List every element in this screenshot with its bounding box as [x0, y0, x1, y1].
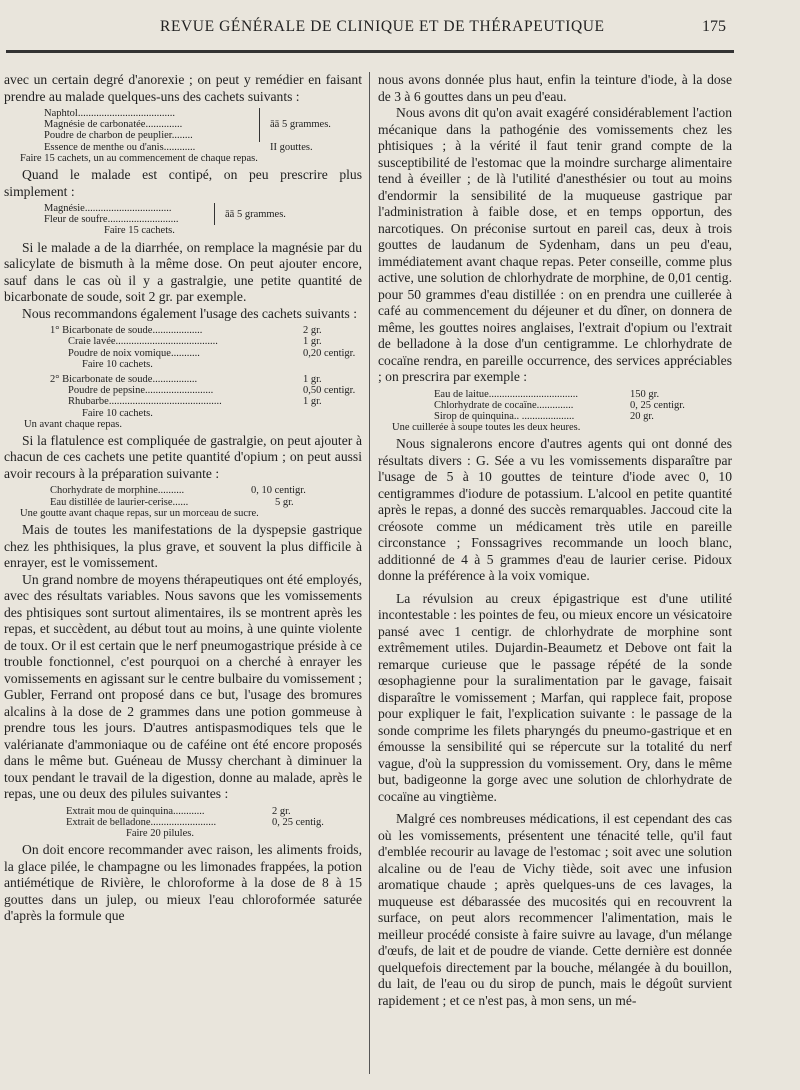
- prescription-item: Chorhydrate de morphine..........: [50, 485, 185, 497]
- paragraph: Nous signalerons encore d'autres agents qui ont donné des résultats divers : G. Sée a vu les vomissements disparaître par l'usage de 5 à 10 gouttes de teinture d'iode avec 0, 10 centigrammes d'iodure de potassium. L'alcool en petite quantité après le repas, a donné des succès remarquables. Jaccoud cite la créosote comme un médicament très utile en pareille circonstance ; Fonssagrives recommande un looch blanc, additionné de 4 à 5 grammes d'eau de laurier cerise. Pidoux donne la préférence à la voix vomique.: [378, 436, 732, 584]
- prescription: [44, 203, 362, 237]
- prescription-note: Un avant chaque repas.: [24, 418, 122, 430]
- prescription-note: Faire 10 cachets.: [82, 407, 153, 419]
- right-column: [378, 72, 732, 1009]
- prescription: [24, 325, 362, 430]
- prescription-note: Faire 20 pilules.: [126, 827, 194, 839]
- prescription-item: Fleur de soufre...........................: [44, 214, 179, 226]
- prescription-dose: 1 gr.: [303, 396, 322, 408]
- paragraph: On doit encore recommander avec raison, les aliments froids, la glace pilée, le champagne ou les limonades frappées, la potion antiémétique de Rivière, le chloroforme à la dose de 8 à 15 gouttes dans un julep, ou mieux l'eau chloroformée saturée d'après la formule que: [4, 842, 362, 924]
- prescription-note: Une goutte avant chaque repas, sur un morceau de sucre.: [20, 507, 259, 519]
- prescription-note: Faire 10 cachets.: [82, 358, 153, 370]
- prescription: [50, 485, 362, 507]
- prescription-item: Eau distillée de laurier-cerise......: [50, 496, 189, 508]
- prescription: [66, 806, 362, 840]
- paragraph: Mais de toutes les manifestations de la dyspepsie gastrique chez les phthisiques, la plus grave, et souvent la plus difficile à enrayer, est le vomissement.: [4, 522, 362, 571]
- prescription-item: Poudre de pepsine..........................: [68, 385, 214, 397]
- prescription-dose: 2 gr.: [303, 325, 322, 337]
- paragraph: Nous avons dit qu'on avait exagéré considérablement l'action mécanique dans la pathogénie des vomissements chez les phtisiques ; à la vérité il faut tenir grand compte de la susceptibilité de l'estomac que la moindre surcharge alimentaire tend à éveiller ; de là l'utilité d'anesthésier ou tout au moins d'endormir la sensibilité de la muqueuse gastrique par l'administration à faible dose, et en temps opportun, des narcotiques. On préconise surtout en pareil cas, deux à trois gouttes de laudanum de Sydenham, dans un peu d'eau, immédiatement avant chaque repas. Peter conseille, comme plus active, une solution de chlorhydrate de morphine, de 0,01 centig. pour 50 grammes d'eau distillée : on en prendra une cuillerée à café au commencement du déjeuner et du dîner, on donnera de même, les gouttes noires anglaises, l'extrait d'opium ou l'extrait de belladone à la dose d'un centigramme. Le chlorhydrate de cocaïne rendra, en pareille occurrence, des services appréciables ; on prescrira par exemple :: [378, 105, 732, 384]
- brace: [215, 203, 226, 225]
- paragraph: Quand le malade est contipé, on peu prescrire plus simplement :: [4, 167, 362, 199]
- prescription-item: 1° Bicarbonate de soude...................: [50, 325, 203, 337]
- prescription-dose: 1 gr.: [303, 336, 322, 348]
- prescription-dose: 150 gr.: [630, 388, 660, 400]
- paragraph: Un grand nombre de moyens thérapeutiques ont été employés, avec des résultats variables. Nous savons que les vomissements des phtisiques sont surtout alimentaires, ils se montrent après les repas, et succèdent, au début tout au moins, à une quinte violente de toux. Or il est certain que le nerf pneumogastrique préside à ce trouble fonctionnel, c'est pourquoi on a cherché à enrayer les vomissements en agissant sur le centre bulbaire du vomissement ; Gubler, Ferrand ont proposé dans ce but, l'usage des bromures alcalins à la dose de 2 grammes dans une potion gommeuse à prendre tous les jours. D'autres antispasmodiques tels que le valérianate d'ammoniaque ou de caféine ont été encore proposés dans le même but. Guéneau de Mussy cherchant à diminuer la toux pendant le travail de la digestion, donne au malade, après le repas, une ou deux des pilules suivantes :: [4, 571, 362, 802]
- prescription-item: 2° Bicarbonate de soude.................: [50, 373, 198, 385]
- prescription: [44, 108, 362, 153]
- prescription-item: Craie lavée.......................................: [68, 336, 218, 348]
- prescription-dose: 0,20 centigr.: [303, 347, 356, 359]
- prescription-note: Faire 15 cachets.: [104, 225, 175, 237]
- prescription-item: Chlorhydrate de cocaïne..............: [434, 399, 574, 411]
- prescription-dose: 2 gr.: [272, 805, 291, 817]
- brace: [260, 108, 271, 142]
- prescription-item: Naphtol.....................................: [44, 108, 175, 119]
- journal-title: REVUE GÉNÉRALE DE CLINIQUE ET DE THÉRAPEUTIQUE: [160, 18, 605, 35]
- prescription-dose: 0,50 centigr.: [303, 385, 356, 397]
- prescription-item: Essence de menthe ou d'anis............: [44, 141, 196, 153]
- prescription-item: Magnésie.................................: [44, 203, 172, 215]
- prescription-item: Sirop de quinquina.. ....................: [434, 410, 575, 422]
- prescription-dose: 1 gr.: [303, 373, 322, 385]
- prescription-dose: 5 gr.: [275, 496, 294, 508]
- prescription-item: Rhubarbe...........................................: [68, 396, 222, 408]
- prescription-dose: 20 gr.: [630, 410, 654, 422]
- prescription-dose: 0, 10 centigr.: [251, 485, 306, 497]
- prescription-note: Faire 15 cachets, un au commencement de chaque repas.: [20, 152, 258, 164]
- prescription-dose: II gouttes.: [270, 141, 313, 153]
- page-number: 175: [702, 18, 726, 35]
- header-rule: [6, 50, 734, 53]
- paragraph: Si le malade a de la diarrhée, on remplace la magnésie par du salicylate de bismuth à la même dose. On peut ajouter encore, sauf dans le cas où il y a gastralgie, une petite quantité de bicarbonate de soude, soit 2 gr. par exemple.: [4, 239, 362, 305]
- prescription-dose: 0, 25 centigr.: [630, 399, 685, 411]
- left-column: [4, 72, 362, 925]
- prescription-item: Extrait de belladone.........................: [66, 816, 217, 828]
- paragraph: La révulsion au creux épigastrique est d'une utilité incontestable : les pointes de feu, ou mieux encore un vésicatoire pansé avec 1 centigr. de chlorhydrate de morphine sont extrêmement utiles. Dujardin-Beaumetz et Debove ont fait la remarque curieuse que le passage répété de la sonde œsophagienne pour la suralimentation par le gavage, faisait disparaître le vomissement ; Marfan, qui rapplece fait, propose pour expliquer le fait, l'explication suivante : le passage de la sonde comprime les filets pharyngés du pneumo-gastrique et en émousse la sensibilité qui se répercute sur la totalité du nerf vague, d'où la suppression du vomissement. Ory, dans le même but, badigeonne la gorge avec une solution de chlorhydrate de cocaïne au vingtième.: [378, 590, 732, 804]
- running-head: [0, 18, 800, 42]
- prescription-dose: āā 5 grammes.: [270, 119, 331, 131]
- paragraph: Malgré ces nombreuses médications, il est cependant des cas où les vomissements, présentent une ténacité telle, qu'il faut d'emblée recourir au lavage de l'estomac ; soit avec une solution alcaline ou de l'eau de Vichy tiède, soit avec une infusion aromatique chaude ; après quelques-uns de ces lavages, la muqueuse est débarassée des mucosités qui en recouvrent la surface, on peut alors recommencer l'alimentation, mais le meilleur procédé consiste à faire suivre au lavage, d'un mélange d'œufs, de lait et de poudre de viande. Cette dernière est donnée quelquefois directement par la bouche, mélangée à du bouillon, du lait, de l'eau ou du sirop de punch, mais le dégoût survient rapidement ; et ce n'est pas, à mon sens, un mé-: [378, 811, 732, 1008]
- prescription-note: Une cuillerée à soupe toutes les deux heures.: [392, 422, 581, 434]
- prescription-item: Magnésie de carbonatée..............: [44, 119, 183, 131]
- prescription-dose: āā 5 grammes.: [225, 208, 286, 220]
- prescription-item: Extrait mou de quinquina............: [66, 805, 205, 817]
- column-divider: [369, 72, 370, 1074]
- prescription: [434, 389, 732, 423]
- prescription-item: Poudre de charbon de peuplier........: [44, 130, 193, 142]
- paragraph: Si la flatulence est compliquée de gastralgie, on peut ajouter à chacun de ces cachets une petite quantité d'opium ; on peut aussi avoir recours à la préparation suivante :: [4, 432, 362, 481]
- prescription-item: Eau de laitue..................................: [434, 388, 579, 400]
- paragraph: nous avons donnée plus haut, enfin la teinture d'iode, à la dose de 3 à 6 gouttes dans un peu d'eau.: [378, 72, 732, 104]
- prescription-item: Poudre de noix vomique...........: [68, 347, 200, 359]
- paragraph: Nous recommandons également l'usage des cachets suivants :: [22, 305, 358, 321]
- paragraph: avec un certain degré d'anorexie ; on peut y remédier en faisant prendre au malade quelques-uns des cachets suivants :: [4, 72, 362, 104]
- prescription-dose: 0, 25 centig.: [272, 816, 324, 828]
